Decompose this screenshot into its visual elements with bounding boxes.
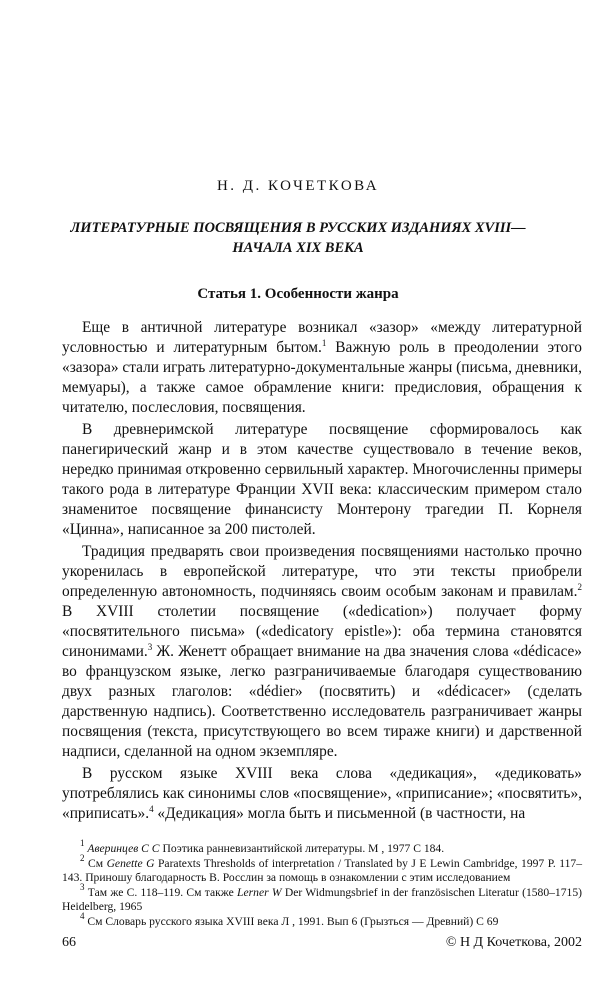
footnote-4: $^4$ См Словарь русского языка XVIII века Л , 1991. Вып 6 (Грызться — Древний) С 69 — [80, 910, 499, 928]
paragraph-3: Традиция предварять свои произведения посвящениями настолько прочно укоренилась в европейской литературе, что эти тексты приобрели определенную автономность, подчиняясь своим особым законам и правилам.$^2$ В XVIII столетии посвящение («dedication») получает форму «посвятительного письма» («dedicatory epistle»): оба термина становятся синонимами.$^3$ Ж. Женетт обращает внимание на два значения слова «dédicace» во французском языке, легко разграничиваемые благодаря существованию двух разных глаголов: «dédier» (посвятить) и «dédicacer» (сделать дарственную надпись). Соответственно исследователь разграничивает жанры посвящения (текста, присутствующего во всем тираже книги) и дарственной надписи, сделанной на одном экземпляре. — [62, 543, 582, 760]
footnote-ref: 3 — [147, 642, 153, 652]
footnotes — [62, 838, 582, 929]
author-name: Н. Д. КОЧЕТКОВА — [216, 178, 380, 194]
page-number: 66 — [62, 935, 76, 950]
footnote-ref: 4 — [149, 804, 154, 814]
footnote-ref: 2 — [577, 582, 582, 592]
article-subtitle: Статья 1. Особенности жанра — [197, 286, 399, 302]
paragraph-4: В русском языке XVIII века слова «дедикация», «дедиковать» употреблялись как синонимы слов «посвящение», «приписание»; «посвятить», «приписать».$^4$ «Дедикация» могла быть и письменной (в частности, на — [62, 765, 582, 822]
footnote-2: $^2$ См Genette G Paratexts Thresholds of interpretation / Translated by J E Lewin Cambridge, 1997 P. 117–143. Приношу благодарность В. Росслин за помощь в ознакомлении с этим исследованием — [62, 852, 582, 884]
footnote-1: $^1$ Аверинцев С С Поэтика ранневизантийской литературы. М , 1977 С 184. — [80, 838, 445, 855]
footnote-divider — [62, 836, 582, 837]
paragraph-1: Еще в античной литературе возникал «зазор» «между литературной условностью и литературным бытом.$^1$ Важную роль в преодолении этого «зазора» стали играть литературно-документальные жанры (письма, дневники, мемуары), а также самое обрамление книги: предисловия, обращения к читателю, послесловия, посвящения. — [62, 319, 582, 416]
main-text — [62, 318, 582, 824]
paragraph-2: В древнеримской литературе посвящение сформировалось как панегирический жанр и в этом качестве существовало в течение веков, нередко принимая откровенно сервильный характер. Многочисленны примеры такого рода в литературе Франции XVII века: классическим примером стало знаменитое посвящение финансисту Монтерону трагедии П. Корнеля «Цинна», написанное за 200 пистолей. — [62, 421, 582, 538]
footnote-3: $^3$ Там же С. 118–119. См также Lerner W Der Widmungsbrief in der französischen Literatur (1580–1715) Heidelberg, 1965 — [62, 881, 582, 913]
footnote-ref: 1 — [321, 338, 327, 348]
article-title: ЛИТЕРАТУРНЫЕ ПОСВЯЩЕНИЯ В РУССКИХ ИЗДАНИЯХ XVIII—НАЧАЛА XIX ВЕКА — [70, 220, 526, 256]
copyright-notice: © Н Д Кочеткова, 2002 — [445, 935, 582, 950]
